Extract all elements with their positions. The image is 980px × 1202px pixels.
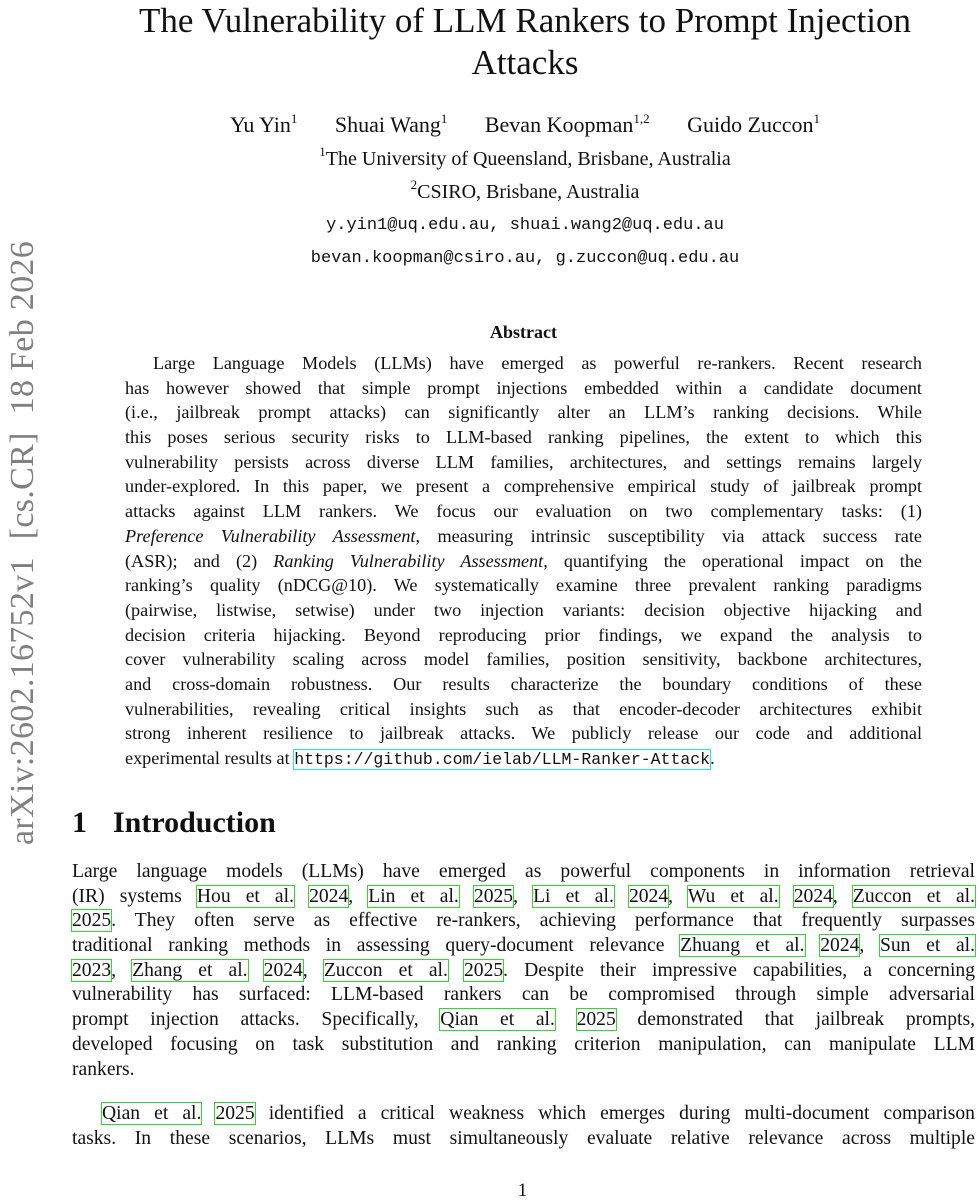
- text-line: [125, 598, 922, 623]
- text-run: cover vulnerability scaling across model families, position sensitivity, backbone architectures,: [125, 649, 922, 670]
- arxiv-id: arXiv:2602.16752v1: [4, 557, 41, 845]
- abstract-heading: Abstract: [490, 322, 557, 342]
- affiliation-text: The University of Queensland, Brisbane, Australia: [325, 148, 731, 170]
- citation-link[interactable]: 2025: [463, 959, 504, 981]
- text-run: Large language models (LLMs) have emerged as powerful components in information retrieval: [72, 861, 975, 882]
- affiliation-mark: 2: [410, 177, 418, 192]
- text-run: under-explored. In this paper, we present a comprehensive empirical study of jailbreak prompt: [125, 476, 922, 497]
- text-run: (ASR); and (2): [125, 550, 274, 571]
- text-run: [248, 960, 264, 981]
- text-run: ,: [348, 885, 369, 907]
- author: [230, 112, 297, 137]
- citation-link[interactable]: Zhuang et al.: [680, 935, 805, 957]
- text-run: this poses serious security risks to LLM-based ranking pipelines, the extent to which this: [125, 427, 922, 448]
- emphasized-text: Preference Vulnerability Assessment: [125, 525, 416, 546]
- text-run: [614, 886, 629, 907]
- text-run: vulnerabilities, revealing critical insights such as that encoder-decoder architectures exhibit: [125, 698, 922, 719]
- citation-link[interactable]: Qian et al.: [440, 1009, 555, 1031]
- citation-link[interactable]: Li et al.: [533, 885, 614, 907]
- text-run: demonstrated that jailbreak prompts,: [615, 1009, 975, 1031]
- citation-link[interactable]: 2025: [473, 885, 514, 907]
- section-number: 1: [72, 806, 87, 839]
- citation-link[interactable]: 2024: [263, 959, 303, 981]
- citation-link[interactable]: 2024: [820, 935, 860, 957]
- author: [335, 112, 447, 137]
- citation-link[interactable]: Zhang et al.: [132, 959, 248, 981]
- text-run: [805, 935, 821, 956]
- citation-link[interactable]: 2024: [628, 885, 669, 907]
- text-line: [125, 647, 922, 672]
- text-run: [779, 886, 794, 907]
- text-run: . They often serve as effective re-rankers, achieving performance that frequently surpasses: [111, 910, 975, 932]
- citation-link[interactable]: Lin et al.: [368, 885, 459, 907]
- arxiv-side-label: [4, 241, 42, 845]
- paper-title: [60, 0, 980, 84]
- author: [485, 112, 650, 137]
- text-line: [72, 909, 975, 934]
- citation-link[interactable]: Zuccon et al.: [852, 885, 975, 907]
- text-run: and cross-domain robustness. Our results characterize the boundary conditions of these: [125, 673, 922, 694]
- text-run: tasks. In these scenarios, LLMs must simultaneously evaluate relative relevance across multiple: [72, 1127, 975, 1149]
- author: [687, 112, 820, 137]
- text-run: strong inherent resilience to jailbreak attacks. We publicly release our code and additional: [125, 723, 922, 744]
- affiliation: [60, 177, 980, 204]
- text-run: attacks against LLM rankers. We focus our evaluation on two complementary tasks: (1): [125, 501, 922, 522]
- author-name: Bevan Koopman: [484, 112, 634, 137]
- author-name: Shuai Wang: [334, 112, 441, 137]
- citation-link[interactable]: 2025: [72, 910, 112, 932]
- citation-link[interactable]: Zuccon et al.: [323, 959, 448, 981]
- text-line: [125, 721, 922, 746]
- author-affil: 1,2: [633, 111, 650, 126]
- text-run: [294, 886, 309, 907]
- text-line: [72, 934, 975, 959]
- text-line: [125, 499, 922, 524]
- text-line: [72, 1008, 975, 1033]
- affiliation-mark: 1: [319, 144, 326, 159]
- text-run: ,: [668, 885, 688, 907]
- email-line: y.yin1@uq.edu.au, shuai.wang2@uq.edu.au: [326, 216, 724, 235]
- text-run: (i.e., jailbreak prompt attacks) can significantly alter an LLM’s ranking decisions. While: [125, 402, 922, 423]
- citation-link[interactable]: 2024: [309, 885, 349, 907]
- text-run: identified a critical weakness which emerges during multi-document comparison: [254, 1103, 975, 1124]
- title-line: The Vulnerability of LLM Rankers to Prompt Injection: [139, 1, 911, 40]
- text-line: [125, 623, 922, 648]
- text-run: ,: [832, 885, 853, 907]
- text-run: ,: [513, 885, 534, 907]
- page-number: 1: [517, 1180, 528, 1201]
- arxiv-date: 18 Feb 2026: [4, 240, 41, 415]
- citation-link[interactable]: Sun et al.: [879, 935, 976, 957]
- text-run: ,: [302, 959, 324, 981]
- text-run: traditional ranking methods in assessing query-document relevance: [72, 935, 681, 957]
- author-name: Guido Zuccon: [687, 112, 814, 137]
- affiliation-text: CSIRO, Brisbane, Australia: [417, 181, 640, 203]
- citation-link[interactable]: 2023: [72, 959, 112, 981]
- text-line: [72, 860, 975, 885]
- section-heading: [72, 806, 276, 840]
- text-run: has however showed that simple prompt injections embedded within a candidate document: [125, 377, 922, 398]
- text-line: [125, 351, 922, 376]
- text-run: [459, 886, 474, 907]
- citation-link[interactable]: 2024: [793, 885, 833, 907]
- text-line: [72, 1033, 975, 1058]
- citation-link[interactable]: Qian et al.: [102, 1103, 202, 1124]
- text-run: vulnerability persists across diverse LLM families, architectures, and settings remains largely: [125, 451, 922, 472]
- citation-link[interactable]: 2025: [215, 1103, 255, 1124]
- intro-paragraph: [72, 1102, 975, 1151]
- text-line: [72, 1102, 975, 1127]
- text-run: [448, 960, 464, 981]
- abstract-body: [125, 351, 922, 771]
- text-line: [125, 524, 922, 549]
- text-run: .: [710, 748, 715, 768]
- text-run: rankers.: [72, 1058, 135, 1080]
- text-run: (IR) systems: [72, 885, 197, 907]
- text-line: [125, 672, 922, 697]
- section-title: Introduction: [113, 806, 276, 839]
- text-line: [125, 746, 922, 771]
- text-run: experimental results at: [125, 748, 295, 768]
- arxiv-category: [cs.CR]: [4, 432, 41, 540]
- text-run: (pairwise, listwise, setwise) under two injection variants: decision objective hijacking and: [125, 599, 922, 620]
- text-line: [72, 983, 975, 1008]
- github-link[interactable]: https://github.com/ielab/LLM-Ranker-Attack: [294, 750, 711, 769]
- intro-paragraph: [72, 860, 975, 1082]
- text-line: [125, 400, 922, 425]
- emphasized-text: Ranking Vulnerability Assessment: [273, 550, 544, 571]
- citation-link[interactable]: 2025: [576, 1009, 616, 1031]
- text-run: , measuring intrinsic susceptibility via attack success rate: [415, 525, 922, 546]
- text-run: ,: [111, 959, 133, 981]
- author-affil: 1: [813, 111, 821, 126]
- author-list: [60, 112, 980, 138]
- text-line: [72, 1058, 975, 1083]
- text-line: [125, 697, 922, 722]
- text-run: [555, 1009, 577, 1030]
- text-run: developed focusing on task substitution and ranking criterion manipulation, can manipulate LLM: [72, 1033, 975, 1055]
- text-line: [125, 425, 922, 450]
- email-line: bevan.koopman@csiro.au, g.zuccon@uq.edu.au: [310, 249, 740, 268]
- text-run: vulnerability has surfaced: LLM-based rankers can be compromised through simple adversarial: [72, 984, 975, 1006]
- author-affil: 1: [290, 111, 298, 126]
- text-run: ,: [859, 935, 880, 957]
- author-name: Yu Yin: [229, 112, 291, 137]
- citation-link[interactable]: Hou et al.: [196, 885, 294, 907]
- text-line: [72, 959, 975, 984]
- text-run: ranking’s quality (nDCG@10). We systematically examine three prevalent ranking paradigms: [125, 575, 922, 596]
- text-line: [72, 1127, 975, 1152]
- text-line: [125, 450, 922, 475]
- text-line: [72, 885, 975, 910]
- text-line: [125, 573, 922, 598]
- text-run: prompt injection attacks. Specifically,: [72, 1009, 441, 1031]
- text-run: , quantifying the operational impact on the: [543, 550, 922, 571]
- text-line: [125, 474, 922, 499]
- text-run: decision criteria hijacking. Beyond reproducing prior findings, we expand the analysis to: [125, 624, 922, 645]
- title-line: Attacks: [471, 43, 579, 82]
- citation-link[interactable]: Wu et al.: [687, 885, 779, 907]
- author-affil: 1: [440, 111, 448, 126]
- text-line: [125, 549, 922, 574]
- text-run: . Despite their impressive capabilities, a concerning: [503, 959, 976, 981]
- text-run: [201, 1103, 215, 1124]
- text-line: [125, 376, 922, 401]
- text-run: Large Language Models (LLMs) have emerged as powerful re-rankers. Recent research: [153, 353, 922, 373]
- affiliation: [60, 144, 980, 171]
